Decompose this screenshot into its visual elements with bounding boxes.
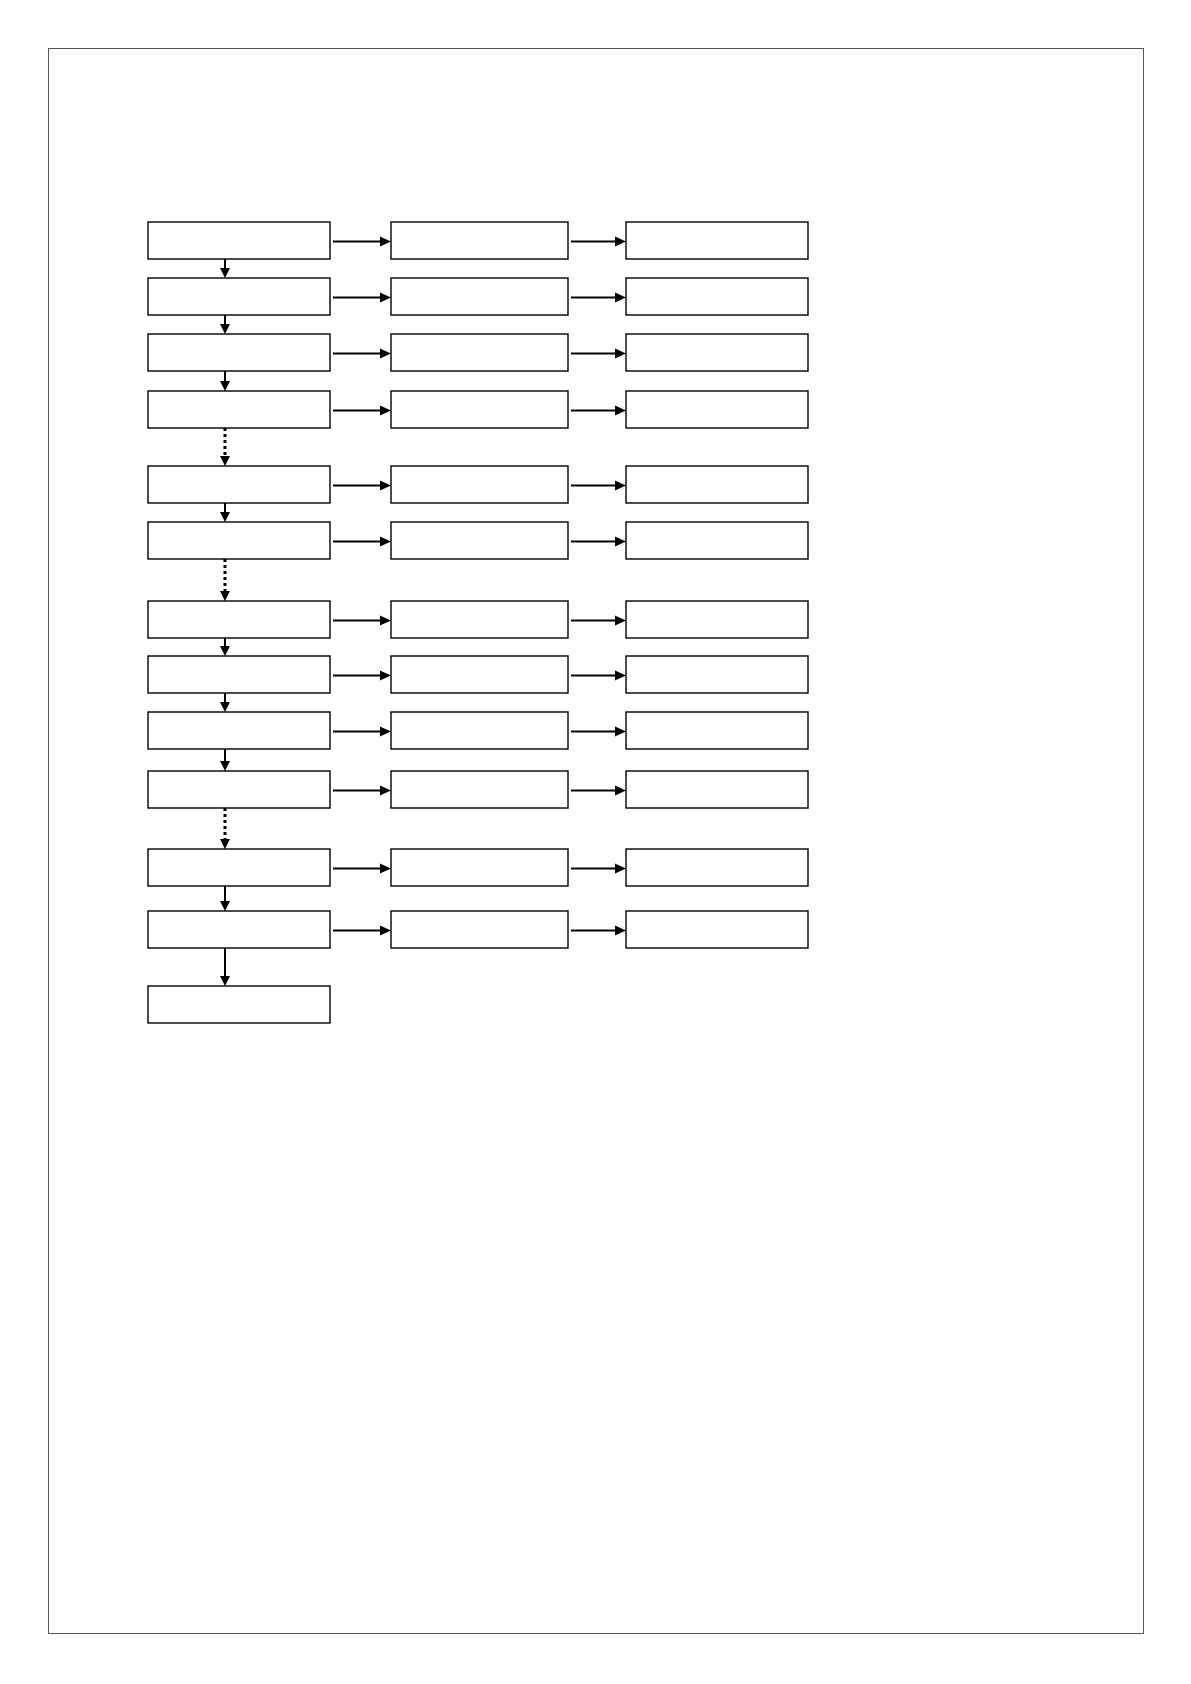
process-box-r4-c2 (391, 391, 568, 428)
process-box-r8-c1 (148, 656, 330, 693)
process-box-r12-c1 (148, 911, 330, 948)
process-box-r5-c3 (626, 466, 808, 503)
arrow-r5-c2-to-c3-head (615, 481, 626, 491)
arrow-r8-c2-to-c3-head (615, 671, 626, 681)
process-box-r11-c1 (148, 849, 330, 886)
arrow-r3-to-r4-head (220, 381, 230, 391)
process-box-r8-c2 (391, 656, 568, 693)
process-box-r10-c1 (148, 771, 330, 808)
arrow-r11-c2-to-c3-head (615, 864, 626, 874)
arrow-r4-c1-to-c2-head (380, 406, 391, 416)
arrow-r11-c1-to-c2-head (380, 864, 391, 874)
process-box-r3-c2 (391, 334, 568, 371)
arrow-r8-to-r9-head (220, 702, 230, 712)
process-box-r6-c2 (391, 522, 568, 559)
process-box-r12-c3 (626, 911, 808, 948)
process-box-r7-c3 (626, 601, 808, 638)
arrow-r9-c1-to-c2-head (380, 727, 391, 737)
process-box-r13-c1 (148, 986, 330, 1023)
arrow-r2-c1-to-c2-head (380, 293, 391, 303)
process-box-r11-c2 (391, 849, 568, 886)
process-box-r3-c3 (626, 334, 808, 371)
arrow-r11-to-r12-head (220, 901, 230, 911)
arrow-r6-c2-to-c3-head (615, 537, 626, 547)
arrow-r7-c1-to-c2-head (380, 616, 391, 626)
arrow-r2-to-r3-head (220, 324, 230, 334)
process-box-r11-c3 (626, 849, 808, 886)
process-box-r3-c1 (148, 334, 330, 371)
process-box-r2-c3 (626, 278, 808, 315)
process-box-r7-c2 (391, 601, 568, 638)
process-box-r2-c2 (391, 278, 568, 315)
arrow-r7-to-r8-head (220, 646, 230, 656)
arrow-r12-c1-to-c2-head (380, 926, 391, 936)
process-box-r10-c2 (391, 771, 568, 808)
arrow-r4-c2-to-c3-head (615, 406, 626, 416)
arrow-r10-to-r11-head (220, 839, 230, 849)
process-box-r1-c1 (148, 222, 330, 259)
arrow-r7-c2-to-c3-head (615, 616, 626, 626)
arrow-r12-to-r13-head (220, 976, 230, 986)
process-box-r9-c1 (148, 712, 330, 749)
process-box-r4-c1 (148, 391, 330, 428)
process-box-r8-c3 (626, 656, 808, 693)
arrow-r6-to-r7-head (220, 591, 230, 601)
process-box-r6-c1 (148, 522, 330, 559)
process-box-r9-c3 (626, 712, 808, 749)
arrow-r3-c2-to-c3-head (615, 349, 626, 359)
arrow-r1-to-r2-head (220, 268, 230, 278)
arrow-r9-c2-to-c3-head (615, 727, 626, 737)
process-box-r5-c2 (391, 466, 568, 503)
arrow-r12-c2-to-c3-head (615, 926, 626, 936)
arrow-r4-to-r5-head (220, 456, 230, 466)
arrow-r3-c1-to-c2-head (380, 349, 391, 359)
process-box-r5-c1 (148, 466, 330, 503)
process-box-r1-c3 (626, 222, 808, 259)
arrow-r2-c2-to-c3-head (615, 293, 626, 303)
process-box-r7-c1 (148, 601, 330, 638)
arrow-r10-c1-to-c2-head (380, 786, 391, 796)
process-box-r2-c1 (148, 278, 330, 315)
process-box-r10-c3 (626, 771, 808, 808)
arrow-r8-c1-to-c2-head (380, 671, 391, 681)
arrow-r1-c1-to-c2-head (380, 237, 391, 247)
process-box-r9-c2 (391, 712, 568, 749)
process-box-r12-c2 (391, 911, 568, 948)
process-box-r6-c3 (626, 522, 808, 559)
process-box-r1-c2 (391, 222, 568, 259)
arrow-r10-c2-to-c3-head (615, 786, 626, 796)
arrow-r6-c1-to-c2-head (380, 537, 391, 547)
arrow-r9-to-r10-head (220, 761, 230, 771)
arrow-r1-c2-to-c3-head (615, 237, 626, 247)
arrow-r5-c1-to-c2-head (380, 481, 391, 491)
process-box-r4-c3 (626, 391, 808, 428)
arrow-r5-to-r6-head (220, 512, 230, 522)
